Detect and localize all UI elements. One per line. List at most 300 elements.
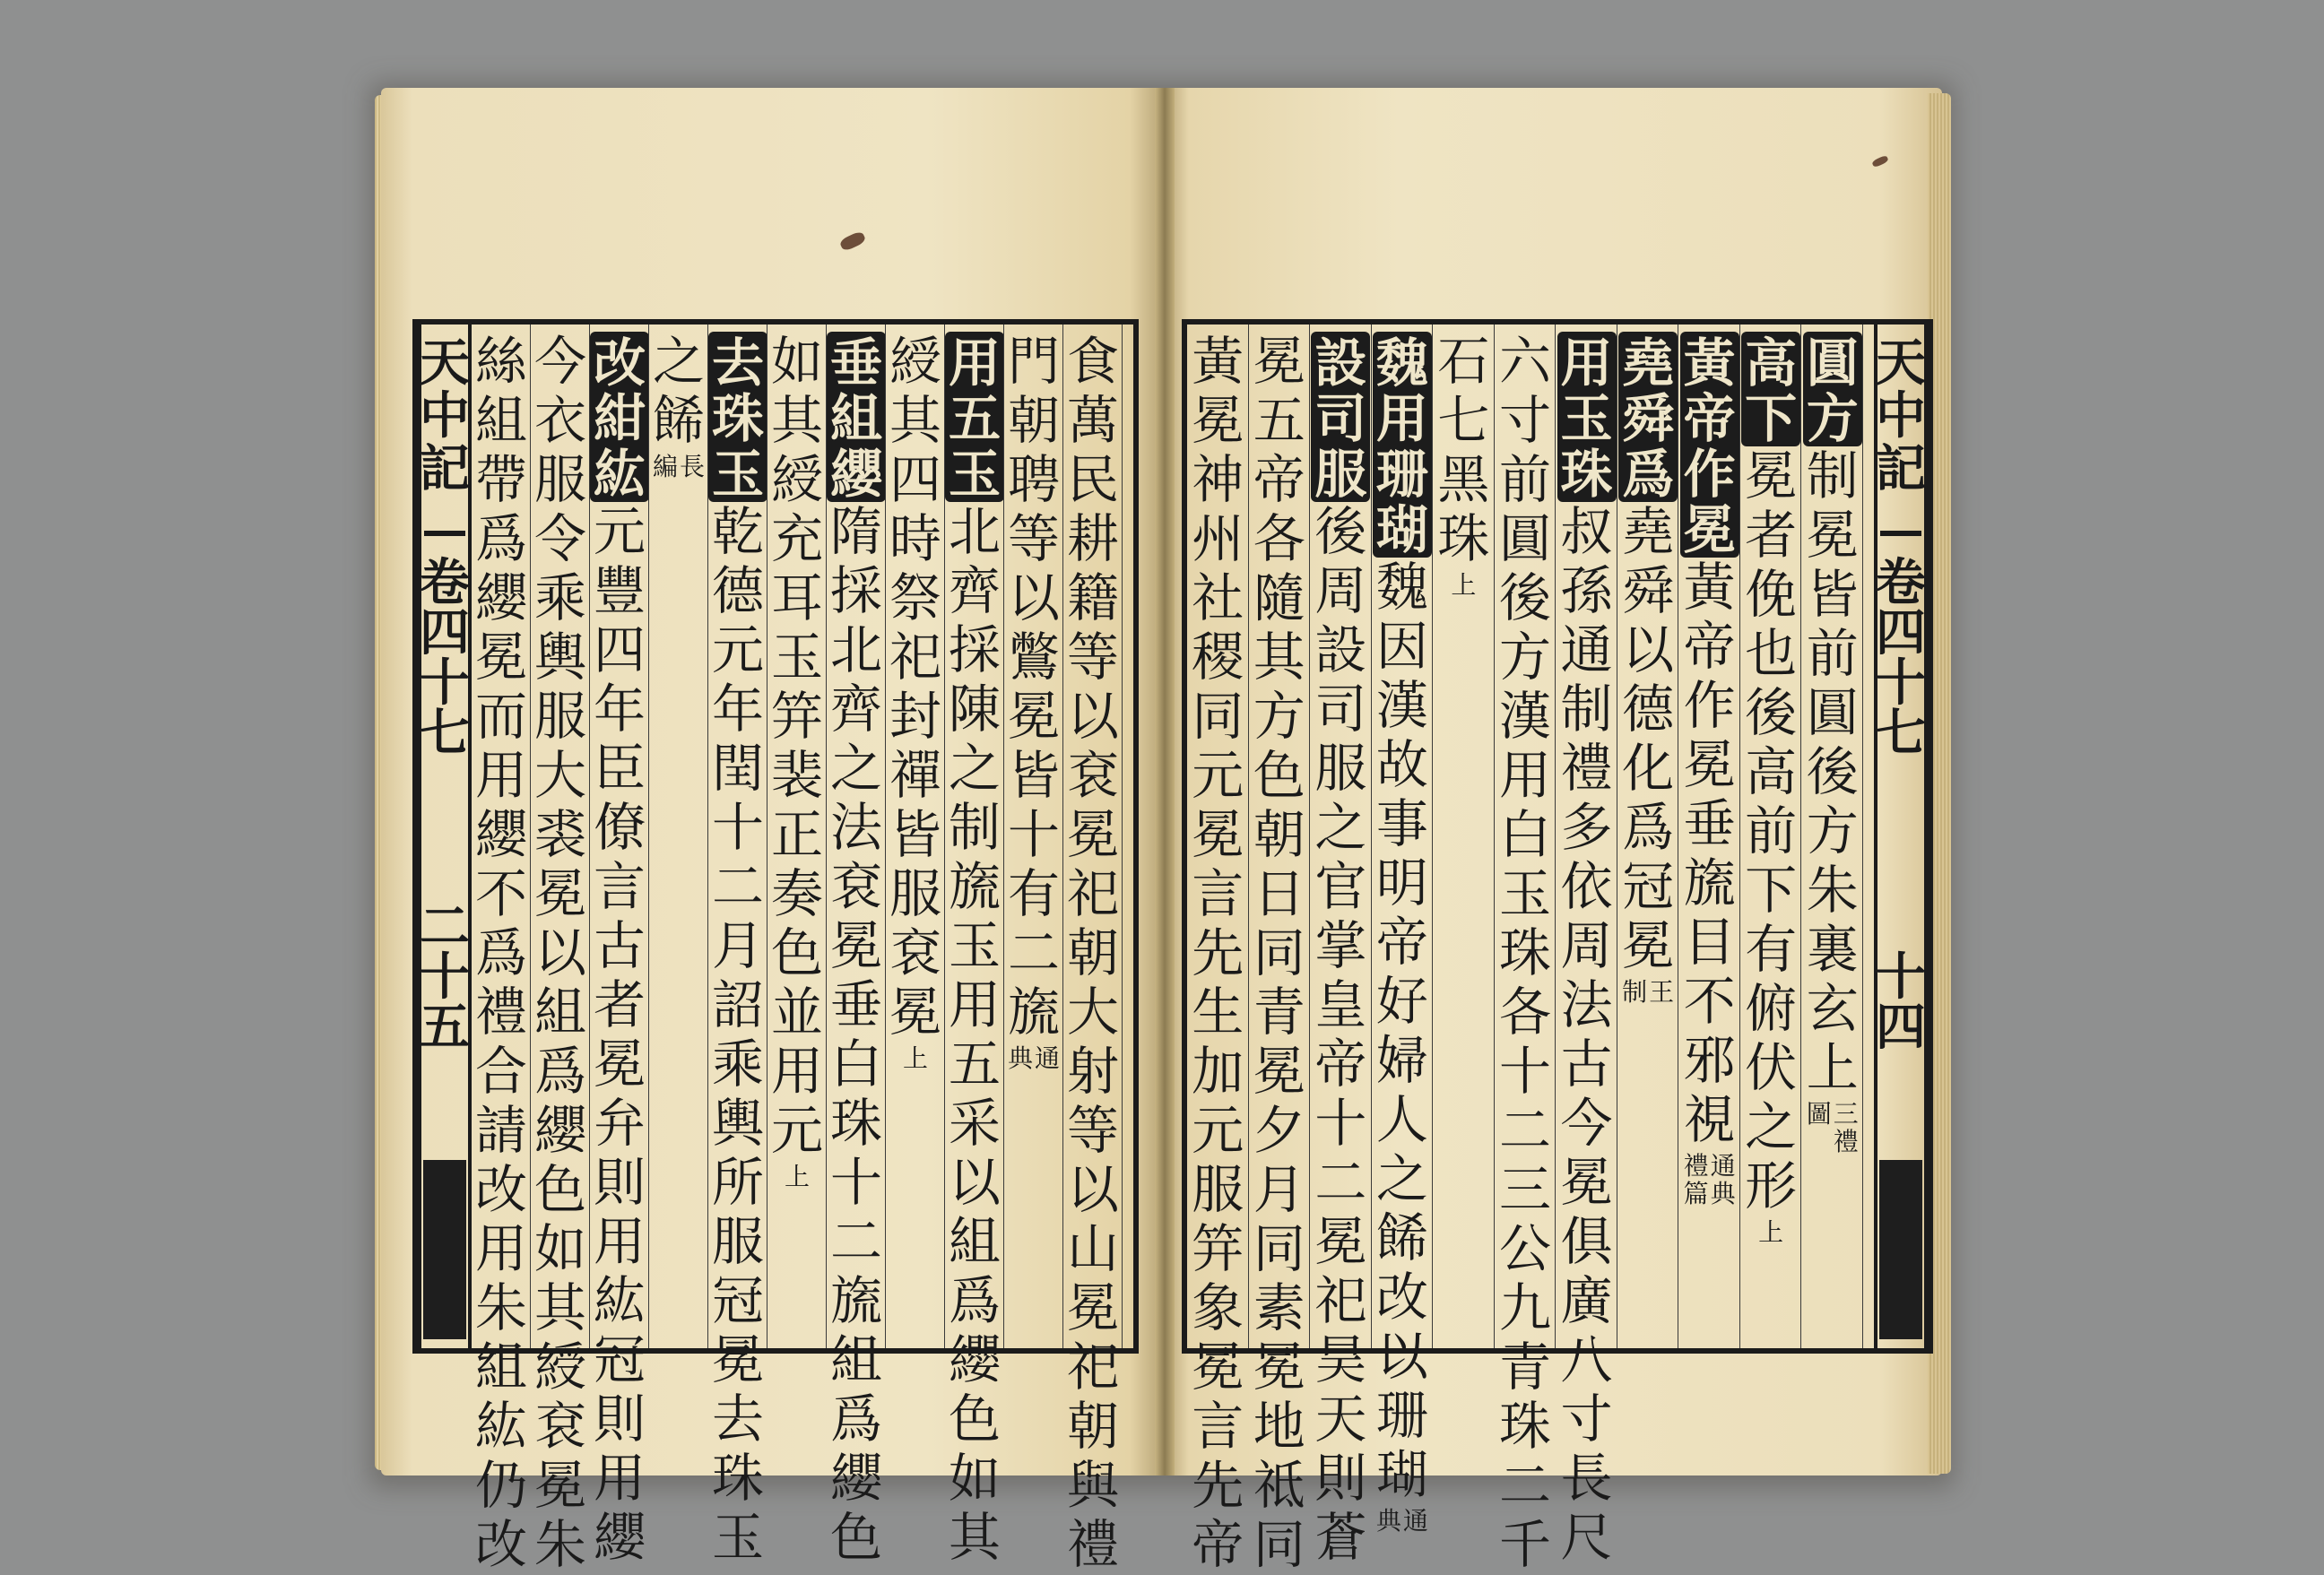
column-char: 制: [948, 797, 1001, 858]
column-char: 俯: [1745, 978, 1798, 1039]
column-char: 齊: [829, 679, 882, 740]
column-char: 作: [1683, 675, 1736, 736]
column-char: 以: [1007, 567, 1060, 628]
column-char: 服: [533, 449, 586, 510]
column-char: 不: [1683, 971, 1736, 1032]
column-char: 素: [1253, 1277, 1305, 1338]
column-rule: [589, 325, 590, 1348]
column-char: 冕: [829, 915, 882, 976]
column-char: 五: [948, 1034, 1001, 1095]
column-char: 帝: [1253, 449, 1305, 510]
column-char: 皆: [1007, 745, 1060, 806]
fishtail-mark: [1880, 531, 1921, 550]
column-char: 朱: [1806, 860, 1859, 921]
column-char: 年: [593, 679, 646, 740]
column-char: 冕: [1066, 804, 1119, 865]
column-char: 月: [711, 915, 764, 976]
column-heading: 圓 方: [1803, 332, 1862, 446]
column-char: 色: [1253, 745, 1305, 806]
column-char: 用: [770, 1041, 823, 1102]
column-rule: [648, 325, 649, 1348]
column-char: 冕: [1253, 1041, 1305, 1102]
column-char: 弁: [593, 1093, 646, 1154]
column-char: 青: [1498, 1337, 1551, 1398]
column-char: 各: [1253, 508, 1305, 569]
column-rule: [1062, 325, 1063, 1348]
column-char: 耳: [770, 567, 823, 628]
column-char: 纓: [948, 1329, 1001, 1390]
column-char: 圓: [1498, 508, 1551, 569]
ink-block: [423, 1160, 466, 1339]
column-char: 二: [1007, 922, 1060, 983]
column-char: 爲: [948, 1270, 1001, 1331]
text-column: [1740, 325, 1802, 1348]
column-char: 隋: [829, 501, 882, 562]
text-column: [1187, 325, 1249, 1575]
column-char: 禪: [889, 745, 941, 806]
column-char: 今: [1560, 1093, 1613, 1154]
column-char: 封: [889, 686, 941, 747]
column-char: 孫: [1560, 560, 1613, 621]
column-char: 冕: [474, 627, 527, 688]
column-heading: 堯 舜 爲: [1618, 332, 1678, 502]
column-char: 帶: [474, 449, 527, 510]
column-char: 各: [1498, 982, 1551, 1043]
column-char: 珠: [1498, 1396, 1551, 1457]
column-char: 前: [1806, 623, 1859, 684]
column-char: 餙: [652, 390, 705, 451]
text-column: [945, 325, 1004, 1568]
column-char: 閏: [711, 738, 764, 799]
page-number: 十 四: [1876, 948, 1926, 1057]
column-char: 服: [889, 863, 941, 924]
source-note: 三 禮 圖: [1806, 1099, 1859, 1156]
column-char: 祀: [1066, 1337, 1119, 1398]
ink-block: [1879, 1160, 1922, 1339]
column-char: 通: [1560, 619, 1613, 680]
text-column: [590, 325, 649, 1568]
column-char: 以: [1622, 619, 1675, 680]
column-char: 乘: [533, 567, 586, 628]
column-char: 言: [1192, 863, 1244, 924]
column-char: 德: [711, 560, 764, 621]
column-char: 形: [1745, 1155, 1798, 1216]
column-char: 採: [948, 619, 1001, 680]
text-column: [1004, 325, 1063, 1348]
column-char: 之: [1745, 1096, 1798, 1157]
column-char: 大: [533, 745, 586, 806]
column-char: 大: [1066, 982, 1119, 1043]
column-char: 制: [1560, 679, 1613, 740]
column-char: 爲: [1622, 797, 1675, 858]
column-char: 二: [1498, 1100, 1551, 1161]
column-char: 服: [711, 1211, 764, 1272]
column-char: 餙: [1375, 1207, 1428, 1268]
column-char: 之: [1314, 797, 1367, 858]
column-char: 禮: [1560, 738, 1613, 799]
column-char: 明: [1375, 852, 1428, 913]
column-char: 纓: [474, 804, 527, 865]
text-column: [1063, 325, 1123, 1575]
column-char: 珊: [1375, 1385, 1428, 1446]
column-char: 綬: [770, 449, 823, 510]
column-char: 珠: [1437, 508, 1490, 569]
column-rule: [944, 325, 945, 1348]
column-char: 等: [1066, 1100, 1119, 1161]
column-heading: 去 珠 玉: [708, 332, 767, 502]
column-char: 白: [829, 1034, 882, 1095]
column-char: 化: [1622, 738, 1675, 799]
text-column: [649, 325, 708, 1348]
column-char: 上: [1806, 1037, 1859, 1098]
column-char: 堯: [1622, 501, 1675, 562]
column-char: 而: [474, 686, 527, 747]
column-char: 法: [1560, 974, 1613, 1035]
column-char: 用: [593, 1448, 646, 1509]
column-char: 千: [1498, 1514, 1551, 1575]
column-rule: [1248, 325, 1249, 1348]
column-char: 生: [1192, 982, 1244, 1043]
column-rule: [1309, 325, 1310, 1348]
column-char: 朝: [1007, 390, 1060, 451]
column-char: 元: [1192, 1100, 1244, 1161]
column-char: 之: [829, 738, 882, 799]
column-char: 采: [948, 1093, 1001, 1154]
text-column: [708, 325, 767, 1568]
column-char: 周: [1560, 915, 1613, 976]
column-char: 組: [829, 1329, 882, 1390]
column-char: 乘: [711, 1034, 764, 1095]
volume-label: 卷 四 十 七: [420, 553, 470, 764]
column-char: 不: [474, 863, 527, 924]
column-char: 禮: [474, 982, 527, 1043]
column-char: 爲: [474, 508, 527, 569]
column-char: 者: [593, 974, 646, 1035]
column-char: 垂: [829, 974, 882, 1035]
column-char: 因: [1375, 616, 1428, 677]
column-char: 冕: [1560, 1152, 1613, 1213]
column-char: 同: [1253, 1514, 1305, 1575]
column-char: 設: [1314, 619, 1367, 680]
column-char: 青: [1253, 982, 1305, 1043]
column-char: 加: [1192, 1041, 1244, 1102]
column-char: 冠: [593, 1329, 646, 1390]
column-char: 之: [948, 738, 1001, 799]
column-char: 珠: [711, 1448, 764, 1509]
column-char: 後: [1745, 682, 1798, 743]
column-char: 組: [948, 1211, 1001, 1272]
column-char: 也: [1745, 623, 1798, 684]
column-char: 三: [1498, 1159, 1551, 1220]
column-char: 玉: [1498, 863, 1551, 924]
column-rule: [1122, 325, 1123, 1348]
column-char: 裘: [533, 804, 586, 865]
text-column: [1372, 325, 1434, 1536]
left-text-frame: [412, 319, 1139, 1575]
column-char: 旒: [1007, 982, 1060, 1043]
column-char: 其: [770, 390, 823, 451]
column-char: 方: [1498, 627, 1551, 688]
column-char: 九: [1498, 1277, 1551, 1338]
column-char: 用: [474, 1218, 527, 1279]
column-char: 今: [533, 331, 586, 392]
column-char: 裏: [1806, 919, 1859, 980]
column-char: 冕: [1683, 734, 1736, 795]
column-char: 四: [593, 619, 646, 680]
column-char: 仍: [474, 1455, 527, 1516]
column-char: 聘: [1007, 449, 1060, 510]
column-char: 冕: [533, 863, 586, 924]
column-char: 採: [829, 560, 882, 621]
column-char: 其: [889, 390, 941, 451]
column-char: 尺: [1560, 1507, 1613, 1568]
column-char: 舜: [1622, 560, 1675, 621]
column-char: 袞: [533, 1396, 586, 1457]
column-char: 僚: [593, 797, 646, 858]
column-char: 組: [533, 982, 586, 1043]
column-char: 充: [770, 508, 823, 569]
column-char: 合: [474, 1041, 527, 1102]
column-char: 祭: [889, 567, 941, 628]
text-column: [767, 325, 827, 1348]
column-heading: 用 玉 珠: [1557, 332, 1617, 502]
column-char: 色: [770, 922, 823, 983]
column-char: 組: [474, 1337, 527, 1398]
column-char: 北: [948, 501, 1001, 562]
column-char: 皇: [1314, 974, 1367, 1035]
fishtail-mark: [424, 531, 465, 550]
column-rule: [1555, 325, 1556, 1348]
column-char: 袞: [1066, 745, 1119, 806]
column-char: 則: [1314, 1448, 1367, 1509]
column-char: 朱: [474, 1277, 527, 1338]
column-char: 纓: [593, 1507, 646, 1568]
source-note: 上: [784, 1162, 810, 1191]
column-heading: 用 五 玉: [945, 332, 1004, 502]
column-char: 瑚: [1375, 1444, 1428, 1505]
column-char: 耕: [1066, 508, 1119, 569]
column-char: 珠: [829, 1093, 882, 1154]
column-char: 如: [948, 1448, 1001, 1509]
column-char: 鷩: [1007, 627, 1060, 688]
column-char: 十: [711, 797, 764, 858]
column-char: 笄: [770, 686, 823, 747]
column-char: 先: [1192, 922, 1244, 983]
column-char: 詔: [711, 974, 764, 1035]
column-char: 射: [1066, 1041, 1119, 1102]
column-char: 組: [474, 390, 527, 451]
column-char: 二: [1498, 1455, 1551, 1516]
column-char: 官: [1314, 856, 1367, 917]
column-char: 服: [533, 686, 586, 747]
column-char: 日: [1253, 863, 1305, 924]
column-rule: [1862, 325, 1863, 1348]
column-char: 萬: [1066, 390, 1119, 451]
column-char: 法: [829, 797, 882, 858]
column-char: 邪: [1683, 1030, 1736, 1091]
column-char: 裴: [770, 745, 823, 806]
column-char: 改: [474, 1159, 527, 1220]
column-char: 視: [1683, 1089, 1736, 1150]
column-char: 用: [593, 1211, 646, 1272]
column-char: 俱: [1560, 1211, 1613, 1272]
column-char: 袞: [829, 856, 882, 917]
column-rule: [1371, 325, 1372, 1348]
column-char: 司: [1314, 679, 1367, 740]
column-char: 輿: [711, 1093, 764, 1154]
column-char: 帝: [1192, 1514, 1244, 1575]
column-char: 冕: [1253, 1337, 1305, 1398]
column-char: 等: [1007, 508, 1060, 569]
text-column: [1617, 325, 1679, 1348]
column-char: 元: [1192, 745, 1244, 806]
column-char: 其: [948, 1507, 1001, 1568]
column-char: 象: [1192, 1277, 1244, 1338]
column-char: 其: [1253, 627, 1305, 688]
source-note: 上: [1758, 1217, 1784, 1247]
column-char: 其: [533, 1277, 586, 1338]
column-char: 石: [1437, 331, 1490, 392]
column-char: 德: [1622, 679, 1675, 740]
column-char: 方: [1253, 686, 1305, 747]
column-char: 皆: [889, 804, 941, 865]
column-char: 乾: [711, 501, 764, 562]
column-char: 冠: [711, 1270, 764, 1331]
column-char: 長: [1560, 1448, 1613, 1509]
column-rule: [530, 325, 531, 1348]
column-char: 夕: [1253, 1100, 1305, 1161]
column-char: 廣: [1560, 1270, 1613, 1331]
column-char: 玉: [948, 915, 1001, 976]
column-char: 爲: [474, 922, 527, 983]
text-column: [531, 325, 590, 1575]
column-char: 人: [1375, 1089, 1428, 1150]
column-rule: [1739, 325, 1740, 1348]
column-char: 寸: [1560, 1389, 1613, 1450]
column-char: 地: [1253, 1396, 1305, 1457]
column-char: 圓: [1806, 682, 1859, 743]
column-char: 請: [474, 1100, 527, 1161]
source-note: 長 編: [652, 452, 706, 481]
column-char: 玉: [770, 627, 823, 688]
column-char: 後: [1806, 741, 1859, 802]
column-rule: [1800, 325, 1801, 1348]
column-char: 冕: [593, 1034, 646, 1095]
column-char: 古: [1560, 1034, 1613, 1095]
column-char: 皆: [1806, 564, 1859, 625]
source-note: 王 制: [1622, 977, 1675, 1007]
column-char: 門: [1007, 331, 1060, 392]
column-char: 朝: [1066, 1396, 1119, 1457]
column-char: 冕: [1314, 1211, 1367, 1272]
column-char: 所: [711, 1152, 764, 1213]
column-char: 之: [652, 331, 705, 392]
column-char: 黑: [1437, 449, 1490, 510]
column-char: 祀: [1066, 863, 1119, 924]
column-char: 玄: [1806, 978, 1859, 1039]
column-char: 等: [1066, 627, 1119, 688]
right-text-frame: [1182, 319, 1933, 1575]
column-char: 十: [1314, 1093, 1367, 1154]
book-gutter: [1155, 88, 1175, 1475]
column-char: 二: [829, 1211, 882, 1272]
column-char: 多: [1560, 797, 1613, 858]
column-char: 同: [1253, 922, 1305, 983]
column-char: 後: [1498, 567, 1551, 628]
column-char: 食: [1066, 331, 1119, 392]
column-rule: [885, 325, 886, 1348]
column-char: 前: [1498, 449, 1551, 510]
column-char: 爲: [829, 1389, 882, 1450]
column-char: 冕: [1192, 804, 1244, 865]
book-title: 天 中 記: [1876, 333, 1926, 498]
column-char: 有: [1007, 863, 1060, 924]
source-note: 通 典: [1375, 1506, 1428, 1536]
column-char: 時: [889, 508, 941, 569]
column-char: 奏: [770, 863, 823, 924]
column-char: 改: [1375, 1267, 1428, 1328]
column-char: 昊: [1314, 1329, 1367, 1390]
column-char: 目: [1683, 912, 1736, 973]
column-char: 元: [593, 501, 646, 562]
column-char: 婦: [1375, 1030, 1428, 1091]
column-char: 四: [889, 449, 941, 510]
column-char: 冕: [1622, 915, 1675, 976]
text-column: [1433, 325, 1495, 1348]
column-char: 黃: [1683, 557, 1736, 618]
text-column: [472, 325, 531, 1575]
text-column: [1310, 325, 1372, 1568]
column-char: 色: [948, 1389, 1001, 1450]
column-char: 朝: [1066, 922, 1119, 983]
column-heading: 改 紺 紘: [590, 332, 649, 502]
column-char: 珠: [1498, 922, 1551, 983]
column-char: 八: [1560, 1329, 1613, 1390]
volume-label: 卷 四 十 七: [1876, 553, 1926, 764]
column-char: 後: [1314, 501, 1367, 562]
column-char: 好: [1375, 971, 1428, 1032]
column-char: 社: [1192, 567, 1244, 628]
column-char: 陳: [948, 679, 1001, 740]
column-char: 寸: [1498, 390, 1551, 451]
column-char: 叔: [1560, 501, 1613, 562]
column-char: 蒼: [1314, 1507, 1367, 1568]
text-column: [1801, 325, 1863, 1348]
column-char: 用: [474, 745, 527, 806]
column-char: 以: [1066, 686, 1119, 747]
column-char: 輿: [533, 627, 586, 688]
column-rule: [1432, 325, 1433, 1348]
source-note: 上: [902, 1043, 928, 1073]
column-char: 公: [1498, 1218, 1551, 1279]
column-char: 五: [1253, 390, 1305, 451]
column-char: 服: [1192, 1159, 1244, 1220]
column-char: 改: [474, 1514, 527, 1575]
column-char: 下: [1745, 860, 1798, 921]
column-char: 漢: [1375, 675, 1428, 736]
column-char: 與: [1066, 1455, 1119, 1516]
column-char: 袞: [889, 922, 941, 983]
column-char: 則: [593, 1152, 646, 1213]
column-char: 冕: [1007, 686, 1060, 747]
column-char: 制: [1806, 446, 1859, 506]
column-char: 纓: [474, 567, 527, 628]
column-char: 冕: [533, 1455, 586, 1516]
column-heading: 魏 用 珊 瑚: [1373, 332, 1432, 558]
column-heading: 黃 帝 作 冕: [1680, 332, 1739, 558]
column-char: 故: [1375, 734, 1428, 795]
column-char: 天: [1314, 1389, 1367, 1450]
